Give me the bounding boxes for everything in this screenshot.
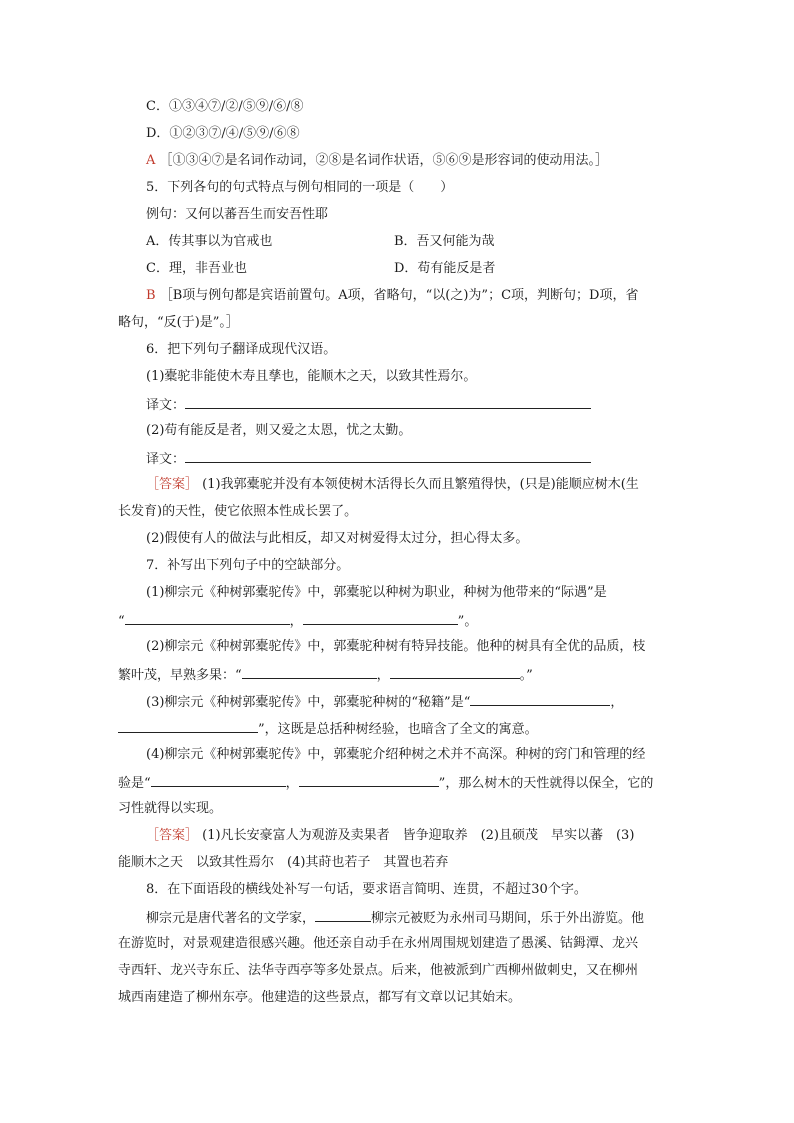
q7-part4-line2: [118, 773, 658, 793]
translation-blank-1[interactable]: [185, 395, 591, 409]
q7-answer-line2: 能顺木之天 以致其性焉尔 (4)其莳也若子 其置也若弃: [118, 855, 449, 870]
q7-blank-1b[interactable]: [303, 611, 458, 625]
q7-answer-line1: [146, 827, 686, 845]
answer-tag: ［答案］: [146, 828, 199, 843]
q7-answer-a: (1)凡长安豪富人为观游及卖果者 皆争迎取养 (2)且硕茂 早实以蕃 (3): [202, 828, 635, 843]
q7-blank-3a[interactable]: [470, 692, 610, 706]
q7-part4-suffix: ”，那么树木的天性就得以保全，它的: [438, 776, 654, 791]
q4-answer: [146, 152, 686, 170]
q7-part3-line1: [146, 692, 686, 712]
q6-translation-2: [146, 449, 686, 469]
q8-para-suffix: 柳宗元被贬为永州司马期间，乐于外出游览。他: [371, 911, 645, 926]
q7-blank-4b[interactable]: [299, 773, 439, 787]
q7-blank-2a[interactable]: [242, 665, 377, 679]
translation-label: 译文：: [146, 398, 186, 413]
q5-answer-letter: B: [146, 288, 156, 303]
q5-option-b: B．吾又何能为哉: [394, 234, 495, 249]
comma: ，: [285, 776, 299, 791]
q7-part4-prefix: 验是“: [118, 776, 151, 791]
q7-part2-line1: (2)柳宗元《种树郭橐驼传》中，郭橐驼种树有特异技能。他种的树具有全优的品质，枝: [146, 639, 646, 654]
q5-option-a: A．传其事以为官戒也: [146, 234, 273, 249]
q8-paragraph-line3: 寺西轩、龙兴寺东丘、法华寺西亭等多处景点。后来，他被派到广西柳州做刺史，又在柳州: [118, 963, 639, 978]
answer-tag: ［答案］: [146, 477, 199, 492]
q7-part1-line2: [118, 611, 658, 631]
q6-answer-2: (2)假使有人的做法与此相反，却又对树爱得太过分，担心得太多。: [146, 531, 529, 546]
q6-sentence-1: (1)橐驼非能使木寿且孳也，能顺木之天，以致其性焉尔。: [146, 369, 477, 384]
q6-stem: 6．把下列句子翻译成现代汉语。: [146, 342, 337, 357]
comma: ，: [376, 668, 390, 683]
q8-blank[interactable]: [315, 908, 371, 922]
q8-paragraph-line2: 在游览时，对景观建造很感兴趣。他还亲自动手在永州周围规划建造了愚溪、钴鉧潭、龙兴: [118, 936, 639, 951]
q5-answer-text: ［B项与例句都是宾语前置句。A项，省略句，“以(之)为”；C项，判断句；D项，省: [159, 288, 639, 303]
q5-stem: 5．下列各句的句式特点与例句相同的一项是（ ）: [146, 180, 454, 195]
q8-paragraph-line4: 城西南建造了柳州东亭。他建造的这些景点，都写有文章以记其始末。: [118, 990, 522, 1005]
q7-blank-1a[interactable]: [125, 611, 290, 625]
q4-answer-text: ［①③④⑦是名词作动词，②⑧是名词作状语，⑤⑥⑨是形容词的使动用法。］: [159, 153, 609, 168]
quote-open: “: [118, 614, 125, 629]
q6-answer-line1: [146, 476, 686, 494]
q4-option-c: C．①③④⑦/②/⑤⑨/⑥/⑧: [146, 99, 304, 114]
q7-part2-prefix: 繁叶茂，早熟多果：“: [118, 668, 242, 683]
q7-blank-3b[interactable]: [118, 719, 258, 733]
q7-part1-line1: (1)柳宗元《种树郭橐驼传》中，郭橐驼以种树为职业，种树为他带来的“际遇”是: [146, 585, 607, 600]
q7-blank-4a[interactable]: [151, 773, 286, 787]
quote-close: 。”: [519, 668, 533, 683]
comma: ，: [289, 614, 303, 629]
q5-option-d: D．苟有能反是者: [394, 261, 496, 276]
q5-answer-line1: [146, 287, 686, 305]
q4-option-d: D．①②③⑦/④/⑤⑨/⑥⑧: [146, 126, 300, 141]
q4-answer-letter: A: [146, 153, 156, 168]
q7-blank-2b[interactable]: [390, 665, 520, 679]
q5-options-row1: [146, 233, 686, 251]
q8-stem: 8．在下面语段的横线处补写一句话，要求语言简明、连贯，不超过30个字。: [146, 882, 587, 897]
q7-part4-line1: (4)柳宗元《种树郭橐驼传》中，郭橐驼介绍种树之术并不高深。种树的窍门和管理的经: [146, 747, 646, 762]
q8-paragraph-line1: [146, 908, 686, 928]
q5-example: 例句：又何以蕃吾生而安吾性耶: [146, 207, 329, 222]
q7-part3-suffix: ”，这既是总括种树经验，也暗含了全文的寓意。: [258, 722, 538, 737]
comma: ，: [610, 695, 624, 710]
quote-close: ”。: [457, 614, 478, 629]
q5-options-row2: [146, 260, 686, 278]
q6-sentence-2: (2)苟有能反是者，则又爱之太恩，忧之太勤。: [146, 423, 412, 438]
q7-part2-line2: [118, 665, 658, 685]
q5-answer-line2: 略句，“反(于)是”。］: [118, 315, 239, 330]
translation-blank-2[interactable]: [185, 449, 591, 463]
q8-para-prefix: 柳宗元是唐代著名的文学家，: [146, 911, 316, 926]
q7-part3-line2: [118, 719, 658, 739]
translation-label: 译文：: [146, 452, 186, 467]
q6-answer-1a: (1)我郭橐驼并没有本领使树木活得长久而且繁殖得快，(只是)能顺应树木(生: [202, 477, 639, 492]
q6-answer-1b: 长发育)的天性，使它依照本性成长罢了。: [118, 504, 358, 519]
q6-translation-1: [146, 395, 686, 415]
q5-option-c: C．理，非吾业也: [146, 261, 247, 276]
q7-part3-prefix: (3)柳宗元《种树郭橐驼传》中，郭橐驼种树的“秘籍”是“: [146, 695, 471, 710]
q7-part4-line3: 习性就得以实现。: [118, 801, 223, 816]
q7-stem: 7．补写出下列句子中的空缺部分。: [146, 558, 350, 573]
